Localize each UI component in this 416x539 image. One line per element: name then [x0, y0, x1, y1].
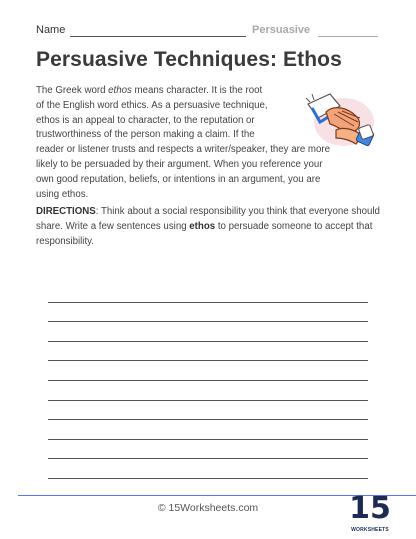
writing-line[interactable]	[48, 420, 368, 440]
intro-line-2: of the English word ethics. As a persuasive technique,	[36, 99, 268, 111]
writing-line[interactable]	[48, 381, 368, 401]
category-label: Persuasive	[252, 24, 311, 36]
writing-line[interactable]	[48, 401, 368, 421]
category-underline	[318, 36, 378, 37]
intro-line-8: using ethos.	[36, 188, 89, 200]
writing-line[interactable]	[48, 361, 368, 381]
ethos-emphasis: ethos	[108, 85, 132, 96]
name-field-line[interactable]	[70, 36, 246, 37]
brand-logo	[346, 492, 394, 539]
page-title: Persuasive Techniques: Ethos	[36, 48, 342, 71]
directions-label: DIRECTIONS	[36, 206, 96, 217]
writing-area[interactable]	[48, 283, 368, 479]
writing-line[interactable]	[48, 322, 368, 342]
intro-line-7: own good reputation, beliefs, or intentions in an argument, you are	[36, 173, 321, 185]
logo-wordmark: WORKSHEETS	[351, 527, 389, 533]
ethos-keyword: ethos	[189, 220, 216, 232]
writing-line[interactable]	[48, 440, 368, 460]
handshake-icon	[300, 86, 380, 152]
writing-line[interactable]	[48, 303, 368, 323]
directions-paragraph: DIRECTIONS: Think about a social responsibility you think that everyone should share. Write a few sentences using ethos to persuade someone to accept that responsibility.	[36, 206, 380, 247]
intro-line-5: reader or listener trusts and respects a writer/speaker, they are more	[36, 144, 330, 156]
writing-line[interactable]	[48, 459, 368, 479]
intro-line-4: trustworthiness of the person making a claim. If the	[36, 129, 255, 141]
header-row	[36, 22, 366, 42]
logo-number: 15	[349, 491, 391, 526]
writing-line[interactable]	[48, 342, 368, 362]
intro-line-6: likely to be persuaded by their argument. When you reference your	[36, 158, 323, 170]
intro-line-3: ethos is an appeal to character, to the reputation or	[36, 114, 255, 126]
intro-line-1: The Greek word ethos means character. It is the root	[36, 85, 263, 96]
writing-line[interactable]	[48, 283, 368, 303]
name-label: Name	[36, 24, 66, 36]
footer-copyright: © 15Worksheets.com	[157, 502, 259, 514]
